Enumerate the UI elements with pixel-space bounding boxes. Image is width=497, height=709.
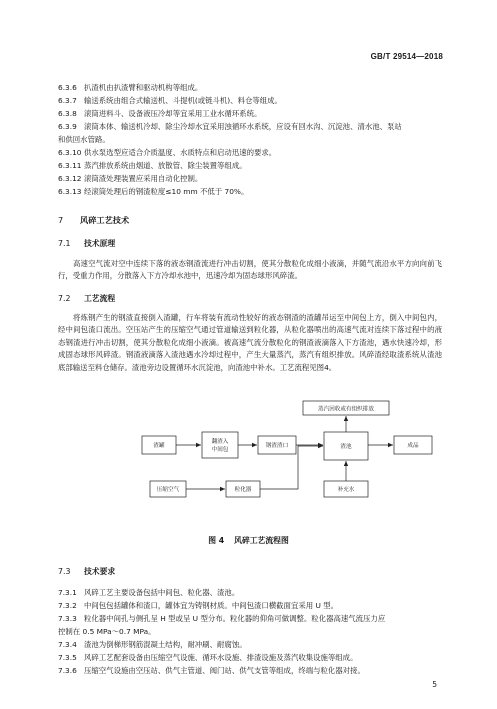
- clause-7-3-1: 7.3.1 风碎工艺主要设备包括中间包、粒化器、渣池。: [58, 588, 240, 597]
- ladle-box-label: 渣罐: [153, 443, 165, 449]
- page-number: 5: [432, 680, 437, 689]
- clause-6-3-11: 6.3.11 蒸汽排放系统由烟道、放散管、除尘装置等组成。: [58, 161, 247, 170]
- section-7-1-paragraph: 高速空气流对空中连续下落的液态钢渣流进行冲击切割，使其分散粒化成细小液滴，并随气流沿水平方向向前飞行，受重力作用，分散落入下方冷却水池中，迅速冷却为固态球形风碎渣。: [58, 259, 442, 281]
- clause-7-3-5: 7.3.5 风碎工艺配套设备由压缩空气设施、循环水设施、排渣设施及蒸汽收集设施等组成。: [58, 653, 358, 662]
- clause-7-3-3: 7.3.3 粒化器中间孔与侧孔呈 H 型或呈 U 型分布。粒化器的仰角可做调整。粒化器高速气流压力应: [58, 614, 386, 623]
- clause-6-3-12: 6.3.12 滚筒渣处理装置应采用自动化控制。: [58, 174, 203, 183]
- section-7-3-heading: 7.3 技术要求: [58, 567, 116, 576]
- figure-caption: 图 4 风碎工艺流程图: [208, 536, 289, 545]
- clause-7-3-4: 7.3.4 渣池为倒梯形钢筋混凝土结构，耐冲刷、耐腐蚀。: [58, 640, 247, 649]
- compressed-air-box-label: 压缩空气: [156, 487, 180, 493]
- clause-7-3-3-continued: 控制在 0.5 MPa～0.7 MPa。: [58, 627, 156, 636]
- tundish-box-label-2: 中间包: [211, 447, 229, 453]
- clause-6-3-13: 6.3.13 经滚筒处理后的钢渣粒度≤10 mm 不低于 70%。: [58, 187, 249, 196]
- granulator-box-label: 粒化器: [234, 487, 252, 493]
- tundish-box-label-1: 翻渣入: [211, 439, 229, 445]
- clause-7-3-6: 7.3.6 压缩空气设施由空压站、供气主管道、阀门站、供气支管等组成，终端与粒化器对接。: [58, 666, 365, 675]
- clause-6-3-6: 6.3.6 扒渣机由扒渣臂和驱动机构等组成。: [58, 83, 203, 92]
- clause-6-3-9: 6.3.9 滚筒本体、输送机冷却、除尘冷却水宜采用浊循环水系统，应设有回水沟、沉淀池、清水池、泵站: [58, 122, 402, 131]
- steam-box-label: 蒸汽回收或有组织排放: [318, 406, 374, 413]
- section-7-2-heading: 7.2 工艺流程: [58, 294, 116, 303]
- section-7-1-heading: 7.1 技术原理: [58, 239, 116, 248]
- standard-code: GB/T 29514—2018: [370, 52, 443, 61]
- slag-pit-box-label: 渣池: [340, 444, 352, 450]
- clause-6-3-10: 6.3.10 供水泵选型应适合介质温度、水质特点和启动迅速的要求。: [58, 148, 277, 157]
- section-7-heading: 7 风碎工艺技术: [58, 215, 130, 225]
- product-box-label: 成品: [407, 443, 419, 449]
- section-7-2-paragraph: 将炼钢产生的钢渣直接倒入渣罐，行车将装有流动性较好的液态钢渣的渣罐吊运至中间包上方，倒入中间包内，经中间包渣口流出。空压站产生的压缩空气通过管道输送到粒化器，从粒化器喷出的高速气流对连续下落过程中的液态钢渣进行冲击切割，使其分散粒化成细小液滴。被高速气流分散粒化的钢渣液滴落入下方渣池，遇水快速冷却，形成固态球形风碎渣。钢渣液滴落入渣池遇水冷却过程中，产生大量蒸汽，蒸汽有组织排放。风碎渣经取渣系统从渣池底部输送至料仓储存。渣池旁边设置循环水沉淀池，向渣池中补水。工艺流程见图4。: [58, 313, 442, 372]
- clause-6-3-8: 6.3.8 滚筒进料斗、设备液压冷却等宜采用工业水循环系统。: [58, 109, 262, 118]
- slag-outlet-box-label: 钢渣渣口: [265, 443, 289, 449]
- clause-6-3-9-continued: 和供回水管路。: [58, 135, 110, 144]
- makeup-water-box-label: 补充水: [337, 487, 355, 493]
- clause-6-3-7: 6.3.7 输送系统由组合式输送机、斗提机(或链斗机)、料仓等组成。: [58, 96, 282, 105]
- tundish-box: [202, 432, 238, 458]
- clause-7-3-2: 7.3.2 中间包包括罐体和渣口，罐体宜为铸钢材质。中间包渣口横截面宜采用 U 型。: [58, 601, 339, 610]
